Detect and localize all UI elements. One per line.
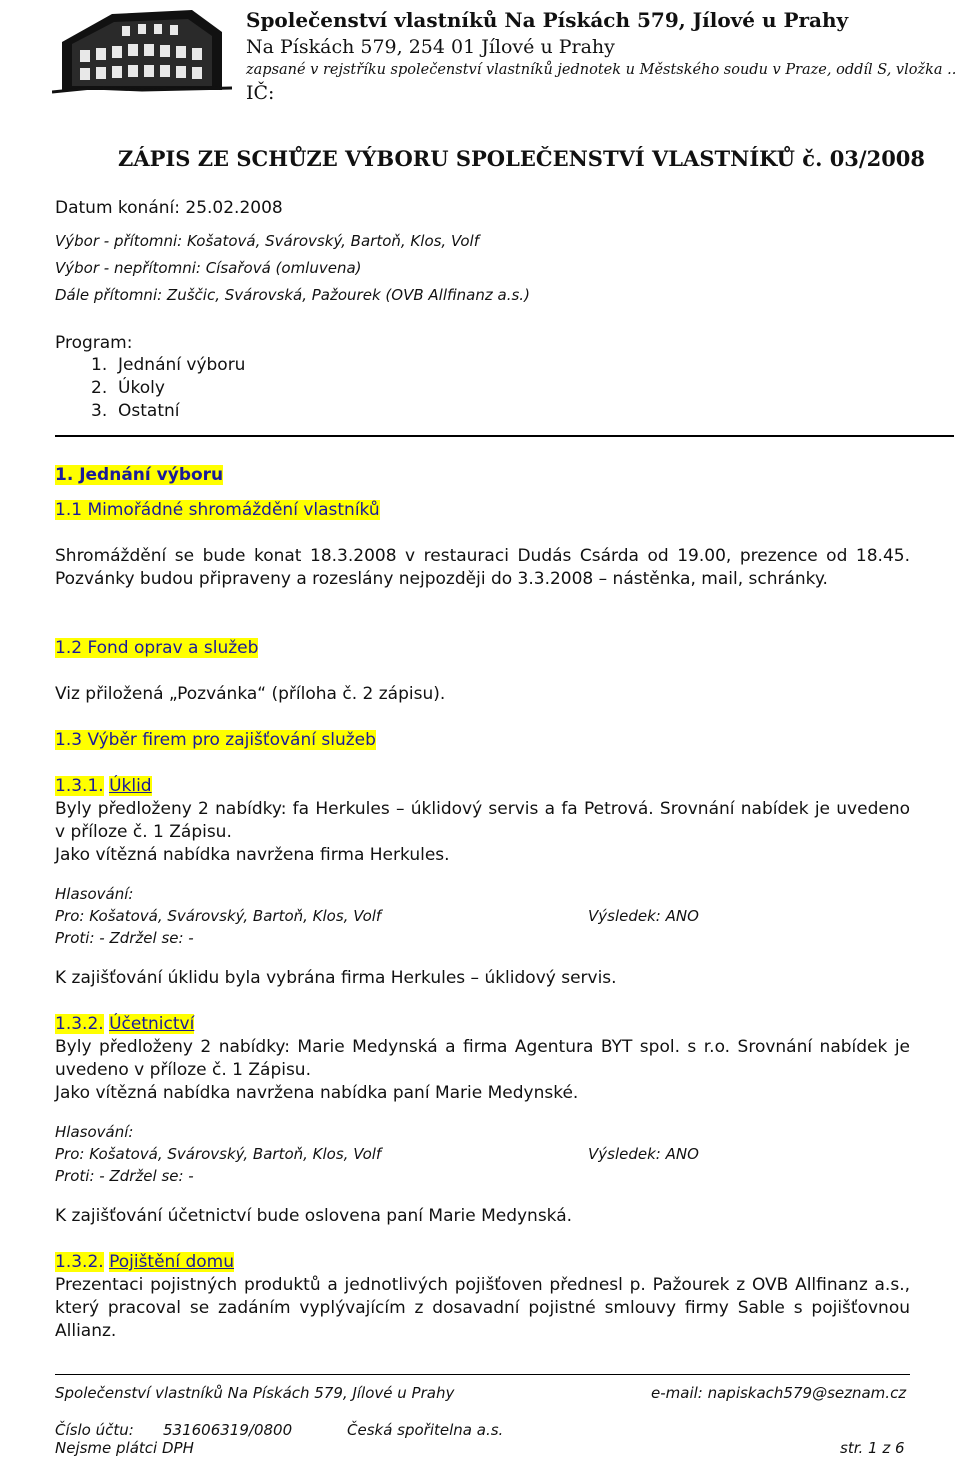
vote-proti: Proti: - Zdržel se: - — [55, 1167, 194, 1185]
other-attendees: Dále přítomni: Zuščic, Svárovská, Pažourek (OVB Allfinanz a.s.) — [55, 286, 530, 304]
subsection-heading — [55, 499, 380, 522]
paragraph: K zajišťování účetnictví bude oslovena paní Marie Medynská. — [55, 1206, 573, 1226]
paragraph: Byly předloženy 2 nabídky: Marie Medynská a firma Agentura BYT spol. s r.o. Srovnání nabídek je uvedeno v příloze č. 1 Zápisu. — [55, 1037, 910, 1080]
logo — [52, 2, 232, 94]
program-list — [91, 354, 245, 423]
vote-pro: Pro: Košatová, Svárovský, Bartoň, Klos, Volf — [55, 907, 382, 925]
building-logo-icon — [52, 2, 232, 94]
vote-result: Výsledek: ANO — [588, 907, 699, 925]
subsection-heading — [55, 637, 258, 660]
program-item: 1. Jednání výboru — [91, 355, 246, 375]
item-title: Pojištění domu — [109, 1252, 234, 1272]
absent-members: Výbor - nepřítomni: Císařová (omluvena) — [55, 259, 362, 277]
footer-org: Společenství vlastníků Na Pískách 579, Jílové u Prahy — [55, 1384, 455, 1402]
item-heading — [55, 1013, 194, 1036]
org-name: Společenství vlastníků Na Pískách 579, Jílové u Prahy — [246, 8, 849, 32]
document-title: ZÁPIS ZE SCHŮZE VÝBORU SPOLEČENSTVÍ VLASTNÍKŮ č. 03/2008 — [118, 146, 926, 171]
item-number: 1.3.2. — [55, 1252, 104, 1272]
org-ic: IČ: — [246, 82, 275, 104]
section-heading — [55, 464, 223, 487]
program-label: Program: — [55, 333, 133, 353]
paragraph: Viz přiložená „Pozvánka“ (příloha č. 2 zápisu). — [55, 684, 446, 704]
item-title: Úklid — [109, 776, 152, 796]
paragraph: K zajišťování úklidu byla vybrána firma Herkules – úklidový servis. — [55, 968, 617, 988]
subsection-heading-text: 1.1 Mimořádné shromáždění vlastníků — [55, 500, 380, 520]
footer-divider — [55, 1374, 910, 1375]
vote-proti: Proti: - Zdržel se: - — [55, 929, 194, 947]
vote-result: Výsledek: ANO — [588, 1145, 699, 1163]
item-heading — [55, 1251, 234, 1274]
vote-label: Hlasování: — [55, 885, 134, 903]
item-title: Účetnictví — [109, 1014, 195, 1034]
present-members: Výbor - přítomni: Košatová, Svárovský, Bartoň, Klos, Volf — [55, 232, 479, 250]
org-address: Na Pískách 579, 254 01 Jílové u Prahy — [246, 36, 615, 58]
item-heading — [55, 775, 152, 798]
divider — [55, 435, 954, 437]
program-item: 2. Úkoly — [91, 378, 165, 398]
org-registration: zapsané v rejstříku společenství vlastníků jednotek u Městského soudu v Praze, oddíl S, vložka .. — [246, 62, 957, 78]
paragraph: Prezentaci pojistných produktů a jednotlivých pojišťoven přednesl p. Pažourek z OVB Allfinanz a.s., který pracoval se zadáním vyplývajícím z dosavadní pojistné smlouvy firmy Sable s pojišťovnou Allianz. — [55, 1275, 910, 1341]
section-heading-text: 1. Jednání výboru — [55, 465, 224, 485]
footer-email: e-mail: napiskach579@seznam.cz — [651, 1384, 907, 1402]
meeting-date: Datum konání: 25.02.2008 — [55, 198, 283, 218]
vote-pro: Pro: Košatová, Svárovský, Bartoň, Klos, Volf — [55, 1145, 382, 1163]
subsection-heading-text: 1.2 Fond oprav a služeb — [55, 638, 259, 658]
paragraph: Jako vítězná nabídka navržena nabídka paní Marie Medynské. — [55, 1083, 579, 1103]
footer-vat: Nejsme plátci DPH — [55, 1439, 194, 1457]
footer-account-number: 531606319/0800 — [163, 1421, 293, 1439]
program-item: 3. Ostatní — [91, 401, 180, 421]
item-number: 1.3.2. — [55, 1014, 104, 1034]
vote-label: Hlasování: — [55, 1123, 134, 1141]
footer-account-label: Číslo účtu: — [55, 1421, 134, 1439]
paragraph: Shromáždění se bude konat 18.3.2008 v restauraci Dudás Csárda od 19.00, prezence od 18.45. Pozvánky budou připraveny a rozeslány nejpozději do 3.3.2008 – nástěnka, mail, schránky. — [55, 546, 910, 589]
subsection-heading-text: 1.3 Výběr firem pro zajišťování služeb — [55, 730, 376, 750]
footer-page: str. 1 z 6 — [840, 1439, 905, 1457]
paragraph: Byly předloženy 2 nabídky: fa Herkules – úklidový servis a fa Petrová. Srovnání nabídek je uvedeno v příloze č. 1 Zápisu. — [55, 799, 910, 842]
footer-bank: Česká spořitelna a.s. — [347, 1421, 504, 1439]
paragraph: Jako vítězná nabídka navržena firma Herkules. — [55, 845, 450, 865]
item-number: 1.3.1. — [55, 776, 104, 796]
subsection-heading — [55, 729, 376, 752]
